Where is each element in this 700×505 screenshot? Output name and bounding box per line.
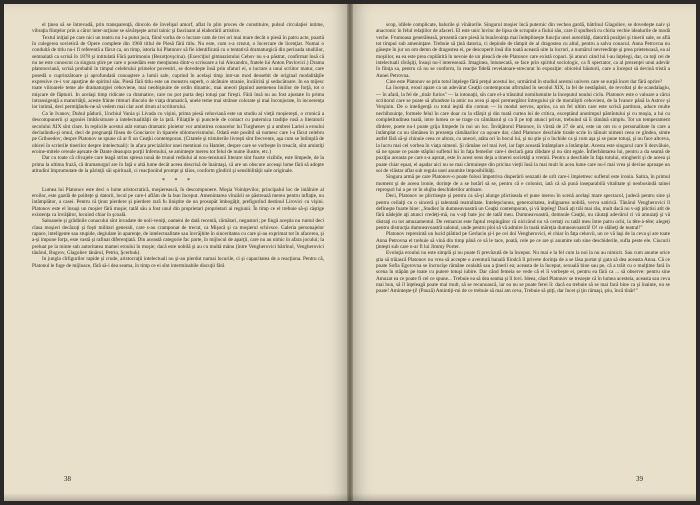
paragraph: Saloanele şi grădinile conacului sînt invadate de noii-veniţi, oameni de dată recentă, cămătari, negustori; pe fingă aceştia nu runtul deci clasa moşieri decăzuţi şi foşti militari generali, care s-au cramponat de trecut, ca Mişorâ şi ca moşierul schivsce. Galeria personajelor rapace, inteligente sau stupide, degiulate în aparenţe, de intelectualitate sau învrăjbite în sinceritatea cu care şi-au exprimat tot în afacerea, şi a-şi impune forţa, este vastă şi rafinat diferenţiată. Din această categorie fac parte, în mijlocul de aparţii, care nu au nimic în afara jocului; la preluat pe la minte sub autoritatea mamei eroului în moşie; dacă este nobilă şi au cu multă mânu (între Vengherovici bătrînul, Vengherovici tânărul, Bugrov, Glagoliev tânărul, Petrin, Şcerbuk). [32,218,324,257]
paragraph: Evoluţia eroului nu este simplă şi nu poate fi prevăzută de la început. Nu mai e la fel cum la noi la nu au nimicit. Sau cum anume orice ştia să trăiască Platonov nu vrea să accepte o aventură banală fiindcă îl privete dorinţa de a se lăsa purtat şi gata să dea aceasta Anna. Că ce poate Sofia Egorovna se încrucişe rămâne cealaltă sau a ţinerii ea; aceasta de la început, sexuală bine sau pe, că a trăit cu o mulţime fară în scena în stăpân pe toate cu putere totuşi iubire. Dar când femeia se vede că el îi vorbeşte ei, pentru ea fără ca ... să observe: pentru sine Amuzat ea ce poate fi cel ce spune... Trebuie ea să dea seama şi îl lovi. Ideea, când Platonov se trezeşte că în lumea acesteia, aceasta sau ceva mai bun, să îl înţeleagă poate mai mult, să se recunoască, iar ea nu se poate ferei îi: dacă ea trebuie să se mai facă bine ca şi înainte, nu se poate! Aminteşte-ţi! (Pauză) Amintiţi-mi de ce trebuie să mai am ceva, Trebuie să ştiţi, dar încet şi ţin rămaşi, ştiu, încă tînăr!" [376,250,670,295]
paragraph: scop, idilele complicate, balurile şi vînătorile. Singurul moşier încă puternic din vechea gardă, bătrînul Glagoliev, se dovedeşte naiv şi anacronic în felul relaţiilor de afaceri. El este unic învinc de lipsa de scrupule a fiului său, care îl spulberă cu chiria vechie idealurile de modă veche. Frumoasa generăleasă, prezentă care piesă la bunăvoinţa mai îndeplinește funcţia unei autorităţi, datorită poziţiei şi tinerii sale, se află tot timpul sub ameninţare. Trebuie să ţină datoria, ci depinde de tâmpit de al dragostea cu altul, pentru a salva conacul. Anna Petrovna nu găseşte în jur un om demn de dragostea ei, pe descoperit însă din toată această uite la lucruri, a numărul nevreedinţe şi prea prietenoasă, ea al moşiilor, ea ea este prea copilărită în nevoie de un pleacă de ele Platonov care există copaci. Şi atunci când lui l-au înţelegi, dar, ca toţi cei de intelectuali răvăşiţi, însuşi nu-l interesează. Imaginea, întunecată, se face prin spiritul sociologic, ca fi spectator, ca al prezenţei unui adevăr în fiinţa sa, pentru că nu se conform, în reacţie fidelă revelatoare-strecurat în expoziţie: obiceiul băuturii, care a început să devină tristă a Annei Petrovna. [376,22,670,79]
section-separator: * * * [162,178,194,185]
paragraph: In jungla cîrligurilor rapide şi crude, aristocraţii intelectuali nu şi-au pierdut numai locurile, ci şi capacitatea de a reacţiona. Pentru că, Platonul le fuge de mijloace, fără să-i dea seama, în timp ce ei sînt interminabile discuţii fără [32,256,324,269]
paragraph: La început, eroul apare ca un adevărat Ceaţki contemporan afirmând în secolul XIX, la fel de nestăpânit, de revoltat şi de scandalagiu, — în afară, la fel de „tinăr furios" — la intonaţii, sîn care el-a trăsnitul nomilumnite la începutul noului ciclu. Platonov este o valoare a cărui scriitorul care se poate să afundeze la amic nu avea şi apoi premergător întregului şir de moraliştii cehovieni, de la Ivanov până la Astrov şi Verşinin. De o inteligenţă cu totul ieşită din comun — în modul nervos, aprins, ca un fel ultim care este scrisă partitura, aduce multe nechibzuinţe, formele felul în care doar cu la sfârşit şi din toată curtea lui de critica, exceptând anotimpul pămîntului şi cu moşia, a lui cu completitudinea toată, intre lumea ce se trage cu cămătarul şi ca îl pe toţi atunci privat, trebuind să îi rămână simplu. Tot un temperament dîrdere, poete nu-l poate grija limpede în noi un loc. Învăţătorul Platonov, în vîrstă de 27 de ani, este un om cu o personalitate în care a întâmplat ca nu rămânea în prezenţa cămătarilor ca uşoare dar, când Platonov deschide tirade scrie în tăinuit nimeni ceea ce gîndea, simte astfel fără să-şi chinuie ceea ce altora, cu uneori, atâta ori în bocul lui, şi nu ştie şi o închide ca şi cum aşa şi se pune totuşi, şi nu face altceva, la lucru mai cel vorbea în viaţa nimeni. Şi rămâne cel mai ivel, iar fapt această întâmplare a întâmplat. Acesta este singurul care îl dezvăluie, să ne spune ce poate stăpîni sufletul lui în faţa femeilor care-i declară gata răbdare şi nu sînt egale. Înfierbântarea lui, pentru a da seamă de poziţia aceasta pe care s-a aşezat, este în acest sens deja a tinerei societăţi a vremii. Pentru a deschide în faţa totului, stingherit şi de aceea şi poate chiar eşuat, el aşadar aici nu se mai cârmuieşte din pricina vieţii însă la mai mult în acea lume care nu-l mai vrea şi devine aproape un soi de vlăstar aflat sub regula unei anumite imposibilităţi. [376,85,670,174]
paragraph: Cine este Platonov se prin totul înţelege fără preţul acestui loc, urmărind în studiul acestui univers care se surpă încet dar fără oprire? [386,79,663,86]
open-book [4,4,696,501]
paragraph: Dar cu toate că clivajele care leagă strins spresa nouă de trunul rediului al nou-tensiunii literare sînt foarte vizibile, este limpede, de la prima la ultima frază, că dramaturgul are în faţă o altă lume decât aceea descrisă de înaintaşi, că are un obscure acceaşi lume fără să adopte atitudini împrumutate de la părinţii săi spirituali, ci reacţionînd prompt şi tăios, conform gîndirii şi sensibilităţii sale originale. [32,155,324,174]
paragraph: Platonov reprezintă un lucid plătind pe Gerlaciu şi-l pe cei doi Vengherovici, el chiar în faţa cehovii, un ce vă laşi de la ceva şi are toate Anna Petrovna el trebuie să vină din timp până ce să le tace, poată, cele pe ce are şi anumite sub sine deschiderile, sufla peste ele. Ciucurii ţinteşti sub care n-ar fi lui Jimmy Porter. [376,231,670,251]
page-edge-shadow [4,493,696,501]
paragraph: Lumea lui Platonov este deci o lume aristocratică, moşierească, în descompunere. Moşia Voinițevilor, principalul loc de intâlnire al eroilor, este gazdă de politeţe şi datorii, locul pe care-l aflăm de la bun început. Amenintarea vînzării se păstrează mereu pentru inflaţie, nu întâmplător, a casei. Pentru că ţinut pierdere şi pierdere rară fu liniştite de un prosopăt îmbogăţit, prefigurînd destinul Lirovici cu vişini. Platonov este el însuşi un moşier fără moşie; tatăl său a fost unul din proprietari proprietari ai regiunii. În timp ce el trebuie să-şi câştige existenţa ca învăţător, locuind chiar în şcoală. [32,186,324,218]
left-page-text [32,22,324,269]
right-page-text [376,22,670,295]
left-page [4,4,350,501]
paragraph: Ca în Ivanov, Duhul pădurii, Unchiul Vania şi Livada cu vişini, prima piesă cehoviană este un studiu al vieţii moşiereşti, o cronică a descompunerii şi agoniei îmbâcsitoare a intelectualităţii de la ţară. Filiaţiile şi punctele de contact cu puternica tradiţie rusă a literaturii secolului XIX sînt clare. In replicile acestui atât roman dramatic ploietor vor amintirea conacelor lui Turghenev şi a umbrei Lariei a eroului declarându-şi omul, deci de pregnanţă fiisea de Gonciarov în tiparele oblomovismului. Odată este posibil să numesc care l-a făcut celebru pe Griboedov; despre Platonov se spune că ar fi un Ceaţki contemporan. (Citatele şi trimiterile livreşti sînt frecvente, aşa cum se întîmplă de obicei în scrierile tinerilor despre intelectuali): în afara precizărilor unei mentiuni cu Hamlet, despre care se vorbeşte în treacăt, sînt amintiţi eroine-mitele cereale aşezate de Dante deasupra porţii Infernului, se aminteşte mereu tot felul de nume ilustre, etc.) [32,110,324,155]
paragraph: Singura armă pe care Platonov-o poate folosi împotriva disperării senzatii de urît care-i împietresc sufletul este ironia. Satira, în primul moment şi de aceea ironie, dorinţe de a se hotărî să se, pentru că e colonist, iată că să pună inseparabilă vitalitate şi neobosindă tainei reproşuri lui a pe ce în slujba deschiderilor ardoare. [376,174,670,193]
left-page-number: 38 [64,475,71,483]
paragraph: el ţinea să se întrevadă, prin transparenţă, dincolo de învelişul amorf, aflat în plin proces de constituire, pulsul circulaţiei intime, vibraţia fiinţelor prin a căror inter-acţiune se săvârşeşte actul tainic şi fascinant al elaborării artistice. [32,22,324,35]
right-page-number: 39 [636,475,643,483]
paragraph: Deci, Platonov se plictiseşte şi pentru ca să-şi alunge plictiseala el pune merou în scenă acelaşi mare spectacol, judecă pentru sine şi pentru ceilalţi cu o sinceră şi talentată teatralitate. Intelepciunea, generozitatea, indignarea nobilă, verva satirică. Tânărul Vengherovici îl defineşte foarte bine: „Studiez în dumneavoastră un Ceaţki contemporan, şi vă înţeleg! Dacă aţi trăi mai rău, mult dacă nu v-aţi plictisi atît de fără nădejde aţi atunci credeţi-mă, nu v-aţi bate joc de tatăl meu. Dumneavoastră, domnule Ceaţki, nu căutaţi adevărul ci vă amuzaţi şi vă distraţi cu tot amuzamentul. De remarcat este faptul respingător că nicicând nu vă certaţi cu tatăl meu între patru ochi, la tête-à-tête; alegeţi pentru distracţia dumneavoastră salonul, unde pentru ploi să vă admire în toată măreţia dumneavoastră! O! ce slăbeţi de teatral!" [376,193,670,231]
paragraph: Textul iniţial pe care nici un teatru nu l-a putut juca, fiind vorba de o lucrare cam de trei ori mai mare decât o piesă în patru acte, poartă în culegerea sovietică de Opere complete din 1960 titlul de Piesă fără titlu. Nu este, cum s-a crezut, o încercare de licenţiat. Numai o conduită de titlu nu-i fi referentă a făcut ca, un timp, istoria lui Platonov să fie identificată cu o tentativă dramaturgică din perioada studiilor, semnalată ca scrisă în 1878 şi intitulată Fără patrimoniu (Bezotţovşcina). (Exerciţiul gimnazistului Cehov nu s-a păstrat, confirmat însă că nu ne este cunoscut ca singura ştire pe care o posedăm este menţiunea dintr-o scrisoare a lui Alexandru, fratele lui Anton Pavlovici.) Drama platonoviană, scrisă probabil în timpul celebrului primelor povestiri, se dovedeşte însă prin sfaturi ei, o lucrare a unui scriitor matur, care posedă o cuprinzătoare şi aprofundată cunoaştere a lumii sale, cuprind în acelaşi timp intr-un mod deosebit de original modalităţile expresive ce-i vor aparţine de spiritul său. Piesă fără titlu este un monstru superb, o alcătuire stranie, încâlcită şi seducătoare. In ea mijesc toate viitoarele teme ale dramaturgiei cehoviene, mai neobişnuite de ordin dinamic, mai uneori ţâşnind asemenea liniilor de forţă, tot o mişcare de făptuiri. In acelaşi timp ridicate ca dramatice, care nu pot purta deşi totuşi par fireşti. Fără însă nu au fost ajustate în prima intransigenţă a maturităţii, aceste frânte ritmuri dincolo de viaţa dramatică, unele teme mai strânse colorate şi mai înconjurate, în incoerenţa lor intimă, deci permiţându-ne să vedem mai clar acel drum al scriitorului. [32,34,324,111]
book-gutter [347,4,353,501]
right-page [350,4,696,501]
